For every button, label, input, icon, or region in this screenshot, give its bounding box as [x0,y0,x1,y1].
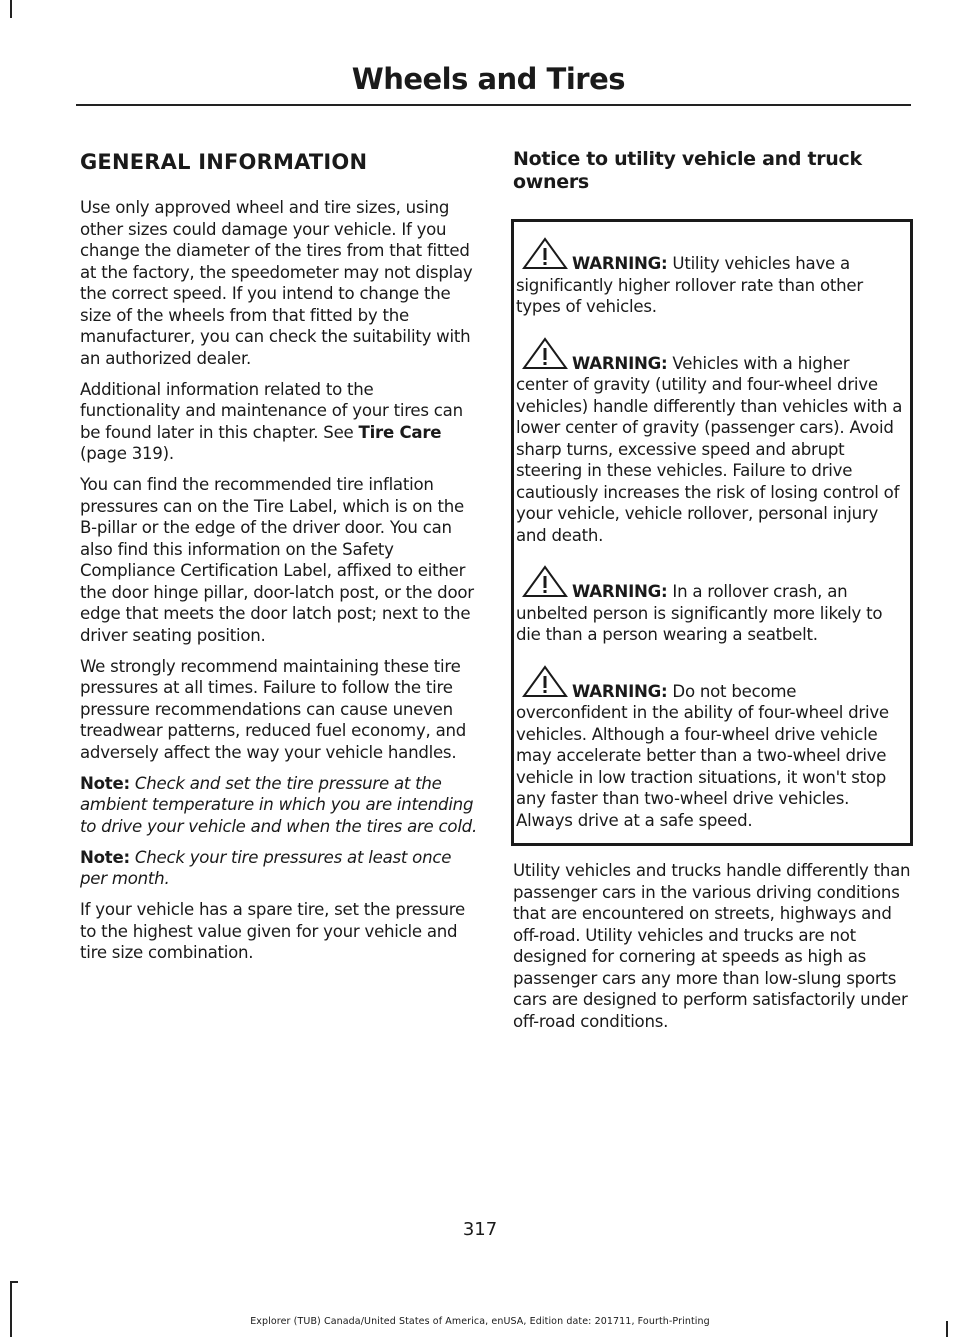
right-column [513,148,911,1042]
paragraph: Utility vehicles and trucks handle differently than passenger cars in the various driving conditions that are encountered on streets, highways and off-road. Utility vehicles and trucks are not designed for cornering at speeds as high as passenger cars any more than low-slung sports cars are designed to perform satisfactorily under off-road conditions. [513,861,911,1031]
note-text: Check your tire pressures at least once per month. [80,847,452,888]
warning-item [516,565,906,646]
warning-text: Vehicles with a higher center of gravity (utility and four-wheel drive vehicles) handle differently than vehicles with a lower center of gravity (passenger cars). Avoid sharp turns, excessive speed and abrupt steering in these vehicles. Failure to drive cautiously increases the risk of losing control of your vehicle, vehicle rollover, personal injury and death. [516,353,903,545]
paragraph-with-reference [80,379,478,465]
section-heading: GENERAL INFORMATION [80,150,368,174]
left-column [80,148,478,973]
warning-triangle-icon [520,237,570,271]
crop-mark-top-left [10,0,12,18]
warning-triangle-icon [520,565,570,599]
warning-label: WARNING: [572,353,668,373]
paragraph-text: Additional information related to the functionality and maintenance of your tires can be found later in this chapter. See [80,379,463,442]
warning-text: Do not become overconfident in the ability of four-wheel drive vehicles. Although a four-wheel drive vehicle may accelerate better than a two-wheel drive vehicle in low traction situations, it won't stop any faster than two-wheel drive vehicles. Always drive at a safe speed. [516,681,889,830]
warning-text: Utility vehicles have a significantly higher rollover rate than other types of vehicles. [516,254,863,316]
subsection-heading: Notice to utility vehicle and truck owners [513,148,862,193]
warning-triangle-icon [520,337,570,371]
page-reference: (page 319). [80,444,174,463]
warning-triangle-icon [520,665,570,699]
note [80,847,478,890]
note-label: Note: [80,847,130,867]
warning-item [516,237,906,318]
paragraph: You can find the recommended tire inflation pressures can on the Tire Label, which is on the B-pillar or the edge of the driver door. You can also find this information on the Safety Compliance Certification Label, affixed to either the door hinge pillar, door-latch post, or the door edge that meets the door latch post; next to the driver seating position. [80,475,474,645]
crop-mark-bottom-left-h [10,1281,18,1283]
crop-mark-bottom-left [10,1281,12,1337]
warning-label: WARNING: [572,681,668,701]
note-text: Check and set the tire pressure at the ambient temperature in which you are intending to drive your vehicle and when the tires are cold. [80,773,477,836]
paragraph: Use only approved wheel and tire sizes, using other sizes could damage your vehicle. If you change the diameter of the tires from that fitted at the factory, the speedometer may not display the correct speed. If you intend to change the size of the wheels from that fitted by the manufacturer, you can check the suitability with an authorized dealer. [80,198,473,368]
header-divider [76,104,911,106]
note-label: Note: [80,773,130,793]
cross-reference-link[interactable]: Tire Care [358,422,442,442]
page-title: Wheels and Tires [351,62,625,96]
page-number: 317 [462,1219,498,1240]
warning-label: WARNING: [572,254,668,273]
warning-label: WARNING: [572,582,668,601]
footer-edition-info: Explorer (TUB) Canada/United States of America, enUSA, Edition date: 201711, Fourth-Printing [250,1316,710,1327]
paragraph: If your vehicle has a spare tire, set the pressure to the highest value given for your vehicle and tire size combination. [80,900,465,962]
warning-item [516,665,906,832]
note [80,773,478,838]
warning-box [511,219,913,846]
warning-text: In a rollover crash, an unbelted person is significantly more likely to die than a person wearing a seatbelt. [516,582,883,644]
warning-item [516,337,906,547]
paragraph: We strongly recommend maintaining these tire pressures at all times. Failure to follow the tire pressure recommendations can cause uneven treadwear patterns, reduced fuel economy, and adversely affect the way your vehicle handles. [80,656,467,762]
